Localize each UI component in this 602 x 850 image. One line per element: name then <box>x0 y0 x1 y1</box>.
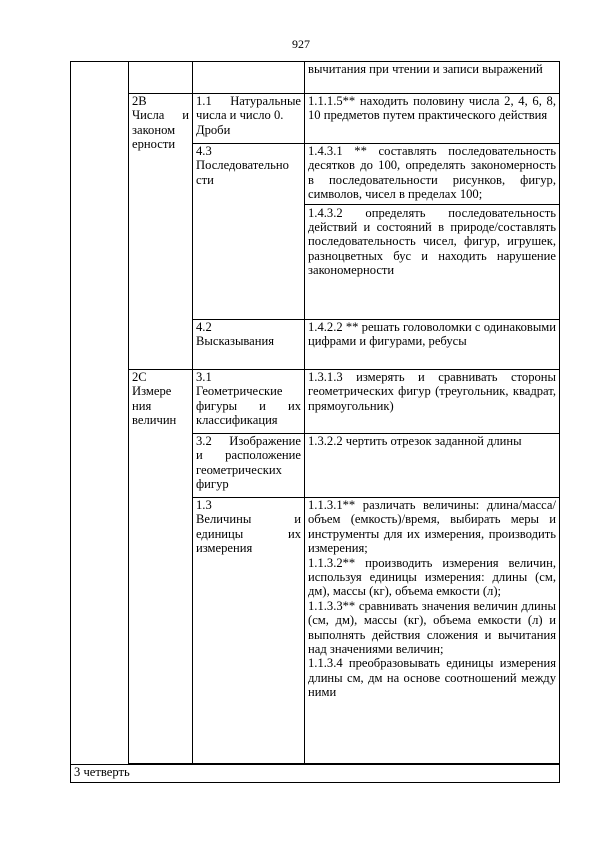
topic-label: измерения <box>196 541 253 556</box>
learning-goal-cell <box>305 320 560 370</box>
table-row <box>71 94 560 144</box>
learning-goal-text: 1.4.3.1 ** составлять последовательность десятков до 100, определять закономерность в последовательности рисунков, фигур, символов, чисел в пределах 100; <box>308 144 556 202</box>
learning-goal-text: 1.1.3.1** различать величины: длина/масса/ объем (емкость)/время, выбирать меры и инструменты для их измерения, производить измерения; <box>308 498 556 556</box>
learning-goal-cell <box>305 370 560 434</box>
topic-label: 4.2 <box>196 320 212 334</box>
topic-label: Высказывания <box>196 334 275 349</box>
learning-goal-text: 1.3.2.2 чертить отрезок заданной длины <box>308 434 522 448</box>
topic-label: Геометрические <box>196 384 283 399</box>
topic-label: Дроби <box>196 122 231 137</box>
section-label: ерности <box>132 137 176 152</box>
section-label: Измере <box>132 384 172 399</box>
section-label: 2В <box>132 94 147 108</box>
topic-cell <box>193 62 305 94</box>
learning-goal-cell <box>305 434 560 498</box>
learning-goal-text: 1.4.2.2 ** решать головоломки с одинаковыми цифрами и фигурами, ребусы <box>308 320 556 349</box>
learning-goal-text: 1.1.3.3** сравнивать значения величин длины (см, дм), массы (кг), объема емкости (л) и выполнять действия сложения и вычитания над значениями величин; <box>308 598 556 657</box>
quarter-label-cell <box>71 765 560 783</box>
topic-cell <box>193 320 305 370</box>
learning-goal-cell <box>305 498 560 764</box>
topic-label: и расположение <box>196 448 301 463</box>
goal-divider <box>305 204 559 205</box>
topic-label: классификация <box>196 413 278 428</box>
section-label: величин <box>132 413 177 428</box>
topic-cell <box>193 498 305 764</box>
topic-label: числа и число 0. <box>196 108 284 123</box>
table-row <box>71 765 560 783</box>
topic-label: единицы их <box>196 526 301 541</box>
section-label: Числа и <box>132 108 189 123</box>
learning-goal-cell <box>305 94 560 144</box>
curriculum-table <box>70 61 560 783</box>
topic-label: 3.2 Изображение <box>196 434 301 448</box>
learning-goal-text: 1.4.3.2 определять последовательность действий и состояний в природе/составлять последовательность чисел, фигур, игрушек, разноцветных бус и находить нарушение закономерности <box>308 205 556 278</box>
learning-goal-cell <box>305 62 560 94</box>
topic-cell <box>193 94 305 144</box>
section-cell <box>129 370 193 764</box>
learning-goal-text: 1.1.3.2** производить измерения величин, используя единицы измерения: длины (см, дм), массы (кг), объема емкости (л); <box>308 555 556 599</box>
topic-label: сти <box>196 172 214 187</box>
section-label: ния <box>132 398 152 413</box>
topic-cell <box>193 434 305 498</box>
topic-label: 3.1 <box>196 370 212 384</box>
table-row <box>71 370 560 434</box>
learning-goal-text: 1.1.3.4 преобразовывать единицы измерения длины см, дм на основе соотношений между ними <box>308 656 556 700</box>
topic-label: фигур <box>196 477 229 492</box>
learning-goal-cell <box>305 144 560 320</box>
topic-label: 4.3 <box>196 144 212 158</box>
section-cell <box>129 62 193 94</box>
quarter-label: 3 четверть <box>74 765 130 779</box>
topic-label: геометрических <box>196 462 282 477</box>
topic-label: Последовательно <box>196 158 289 173</box>
page-number: 927 <box>292 37 310 51</box>
topic-label: 1.3 <box>196 498 212 512</box>
table-row <box>71 62 560 94</box>
topic-label: фигуры и их <box>196 398 301 413</box>
section-cell <box>129 94 193 370</box>
topic-cell <box>193 144 305 320</box>
quarter-column-cell <box>71 62 129 765</box>
section-label: 2С <box>132 370 147 384</box>
learning-goal-text: вычитания при чтении и записи выражений <box>308 62 543 76</box>
section-label: законом <box>132 122 176 137</box>
learning-goal-text: 1.1.1.5** находить половину числа 2, 4, 6, 8, 10 предметов путем практического действия <box>308 94 556 123</box>
topic-label: Величины и <box>196 512 301 527</box>
topic-cell <box>193 370 305 434</box>
topic-label: 1.1 Натуральные <box>196 94 301 108</box>
learning-goal-text: 1.3.1.3 измерять и сравнивать стороны геометрических фигур (треугольник, квадрат, прямоугольник) <box>308 370 556 413</box>
